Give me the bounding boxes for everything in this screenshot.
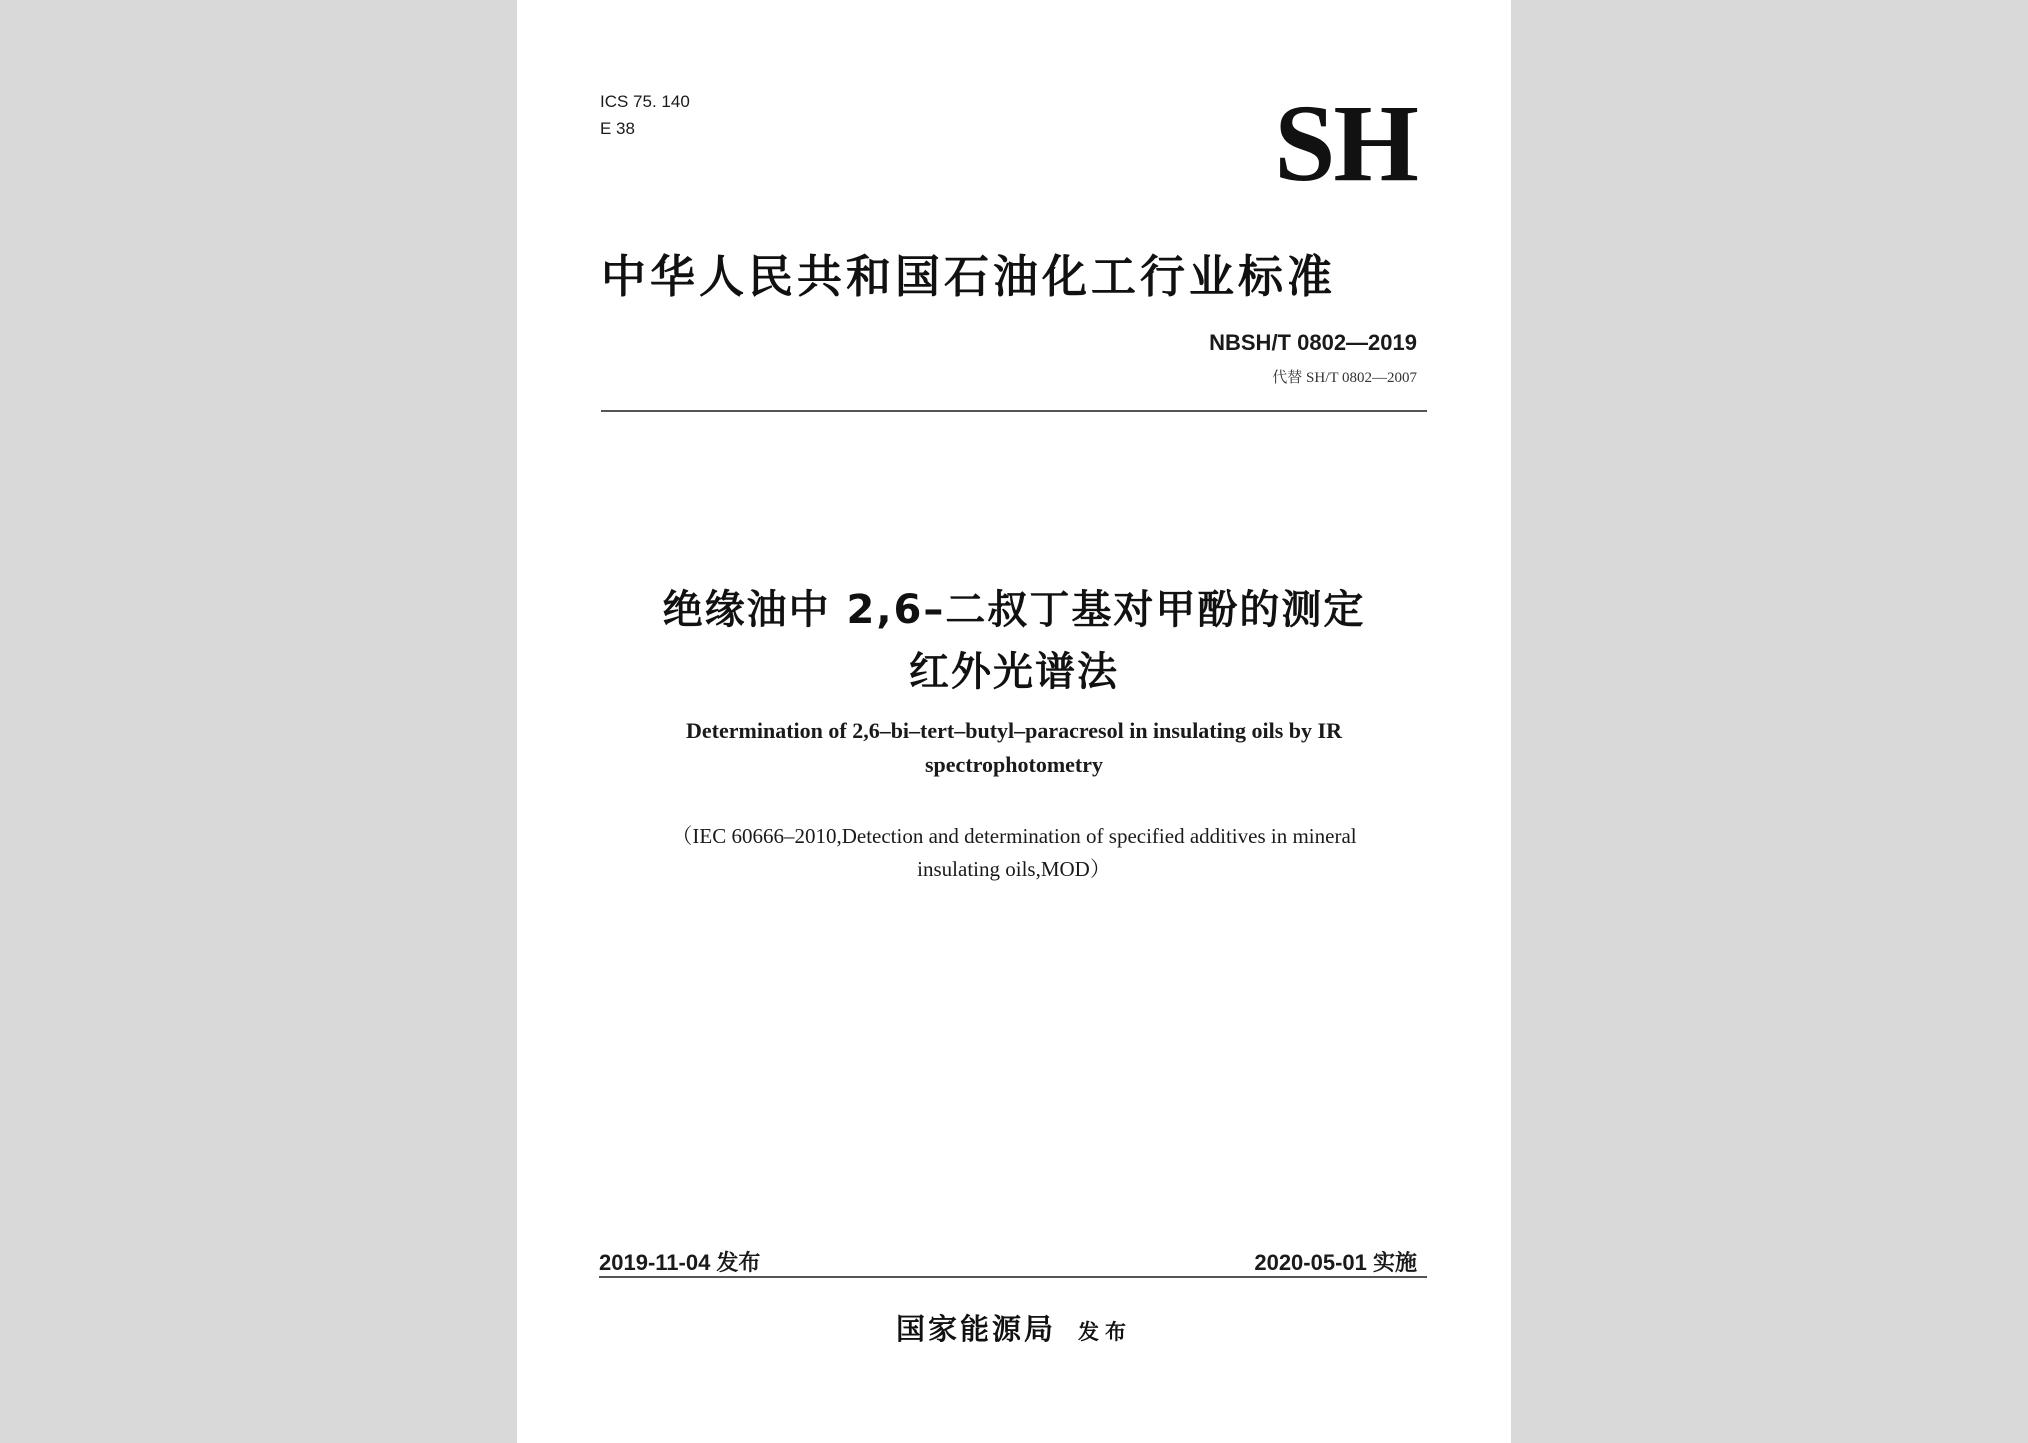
footer-divider xyxy=(599,1276,1427,1278)
standard-number: NBSH/T 0802—2019 xyxy=(1209,330,1417,355)
implementation-date: 2020-05-01 实施 xyxy=(1254,1250,1417,1275)
adoption-note-line-1: （IEC 60666–2010,Detection and determination of specified additives in mineral xyxy=(671,824,1357,848)
header-divider xyxy=(601,410,1427,412)
ccs-code: E 38 xyxy=(600,119,635,138)
sh-logo: SH xyxy=(1274,82,1417,204)
title-cn-line-2: 红外光谱法 xyxy=(909,649,1119,695)
adoption-note-line-2: insulating oils,MOD） xyxy=(917,857,1111,881)
issuer-suffix: 发布 xyxy=(1078,1320,1132,1344)
title-en-line-2: spectrophotometry xyxy=(925,752,1103,777)
ics-code: ICS 75. 140 xyxy=(600,92,690,111)
standard-category-title: 中华人民共和国石油化工行业标准 xyxy=(601,250,1337,303)
title-en-line-1: Determination of 2,6–bi–tert–butyl–paracresol in insulating oils by IR xyxy=(686,718,1342,743)
issue-date: 2019-11-04 发布 xyxy=(599,1250,761,1275)
document-page xyxy=(517,0,1511,1443)
replaces-note: 代替 SH/T 0802—2007 xyxy=(1272,370,1417,386)
issuer-line xyxy=(517,1307,1511,1348)
issuer-name: 国家能源局 xyxy=(895,1312,1056,1346)
title-cn-line-1: 绝缘油中 2,6–二叔丁基对甲酚的测定 xyxy=(662,587,1366,633)
